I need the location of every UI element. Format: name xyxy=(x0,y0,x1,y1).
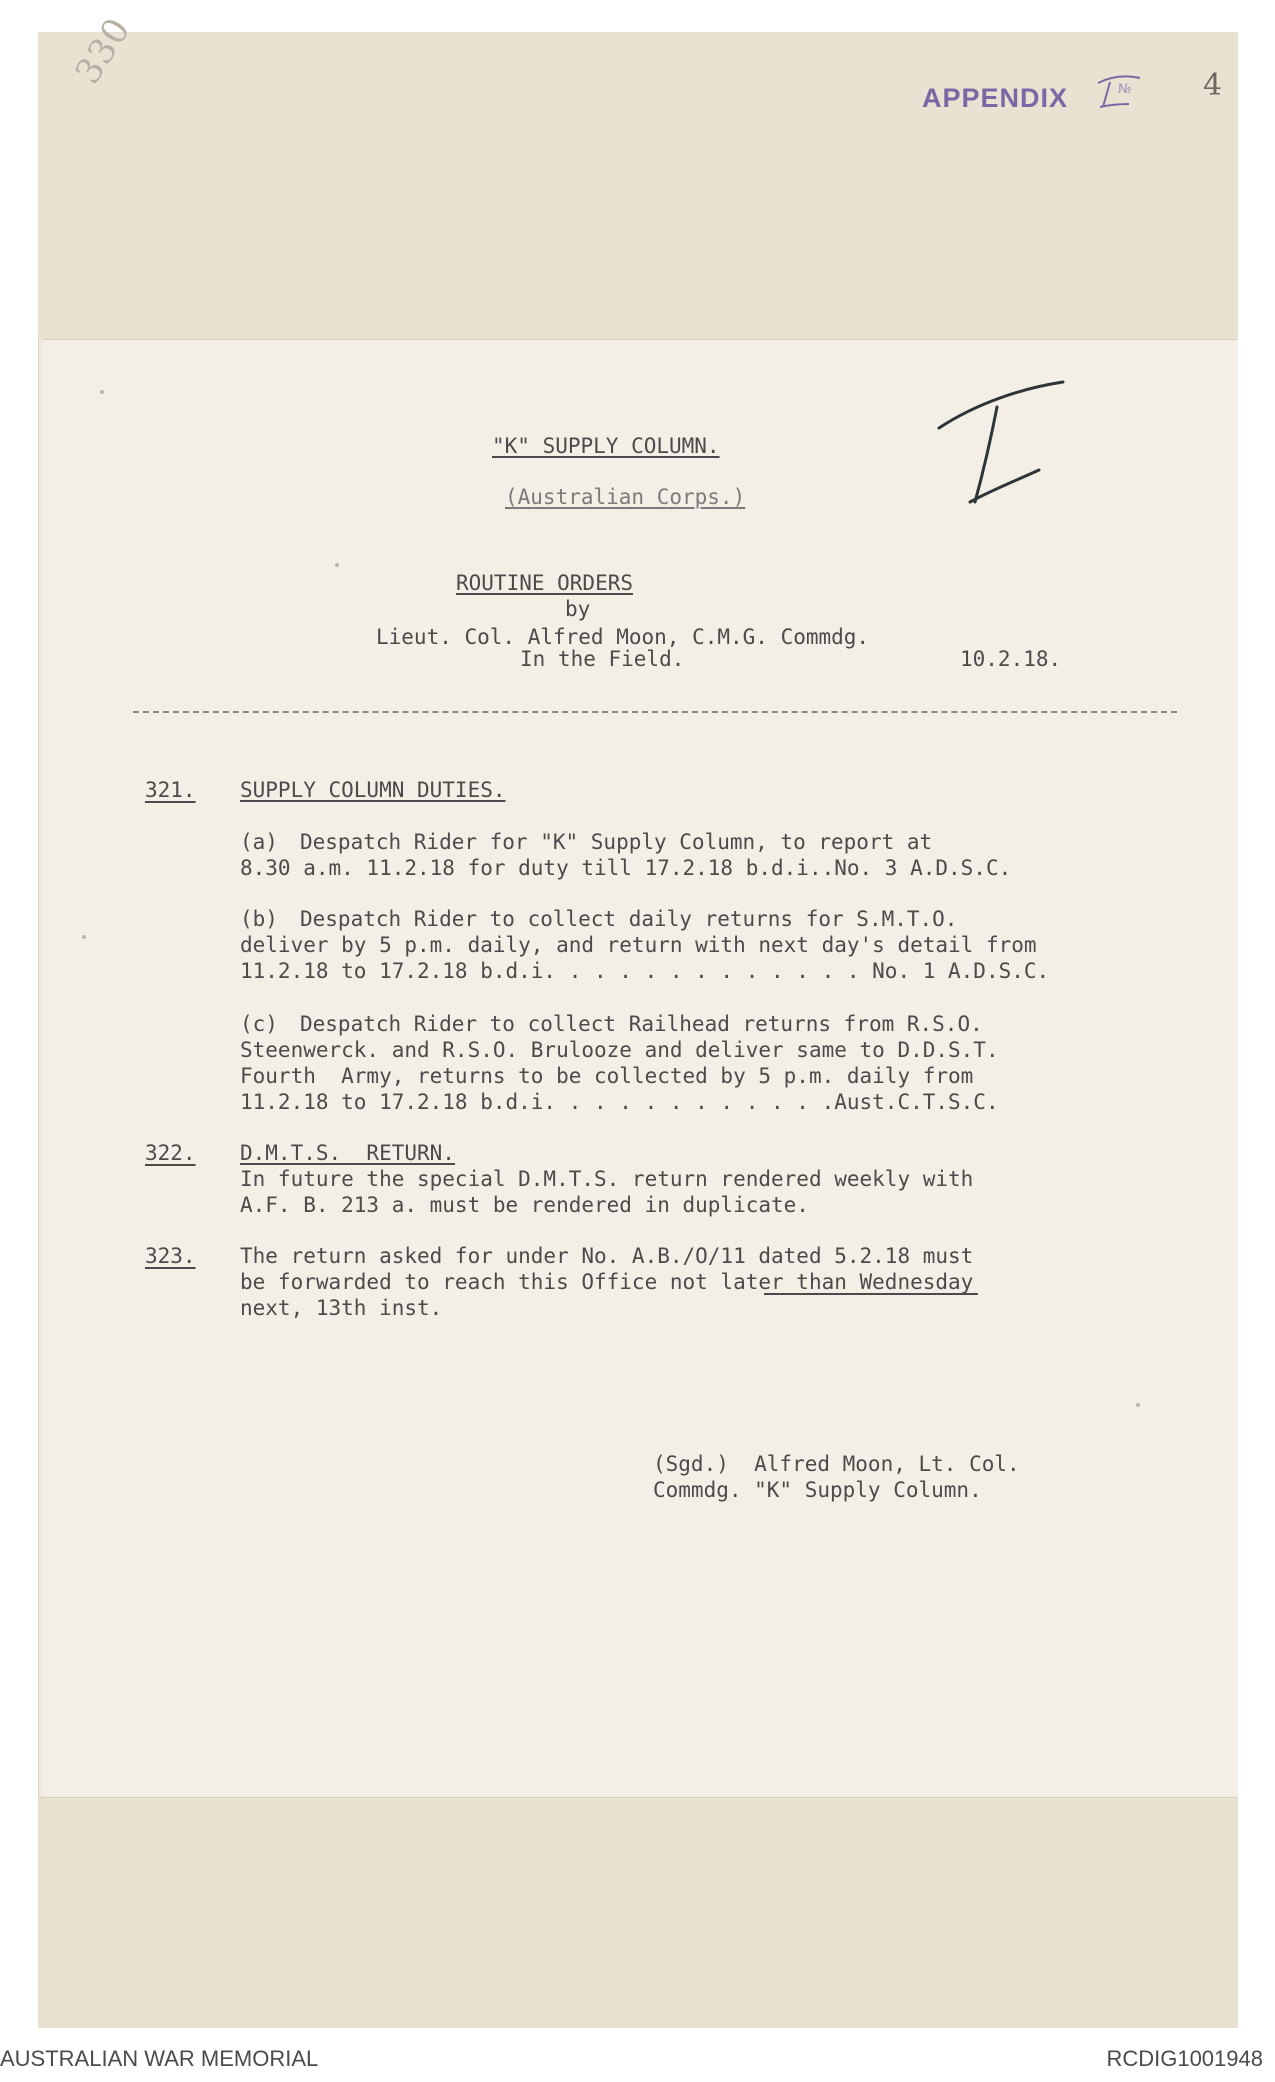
order-321-item-c-line-4: 11.2.18 to 17.2.18 b.d.i. . . . . . . . . . . .Aust.C.T.S.C. xyxy=(240,1090,999,1114)
appendix-handwritten-mark xyxy=(1090,68,1146,116)
unit-heading: "K" SUPPLY COLUMN. xyxy=(492,434,720,458)
order-date: 10.2.18. xyxy=(960,647,1062,671)
order-321-item-c-label: (c) xyxy=(240,1012,278,1036)
field-location: In the Field. xyxy=(520,647,685,671)
archive-folio-number: 330 xyxy=(68,10,139,92)
signature-line-2: Commdg. "K" Supply Column. xyxy=(653,1478,982,1502)
order-number-323: 323. xyxy=(145,1244,196,1268)
orders-by: by xyxy=(565,597,591,621)
order-number-322: 322. xyxy=(145,1141,196,1165)
order-321-item-a-line-2: 8.30 a.m. 11.2.18 for duty till 17.2.18 b.d.i..No. 3 A.D.S.C. xyxy=(240,856,1012,880)
handwritten-roman-i-mark xyxy=(936,380,1071,512)
dmts-return-heading: D.M.T.S. RETURN. xyxy=(240,1141,455,1165)
order-321-item-a-label: (a) xyxy=(240,830,278,854)
page-number: 4 xyxy=(1203,68,1223,103)
footer-record-id: RCDIG1001948 xyxy=(1106,2046,1263,2071)
paper-speck xyxy=(1136,1403,1140,1407)
supply-column-duties-heading: SUPPLY COLUMN DUTIES. xyxy=(240,778,506,802)
dashed-divider xyxy=(133,711,1177,713)
appendix-stamp: APPENDIX xyxy=(922,83,1069,113)
order-321-item-a-line-1: Despatch Rider for "K" Supply Column, to report at xyxy=(300,830,933,854)
order-321-item-b-line-3: 11.2.18 to 17.2.18 b.d.i. . . . . . . . . . . . . No. 1 A.D.S.C. xyxy=(240,959,1050,983)
signature-line-1: (Sgd.) Alfred Moon, Lt. Col. xyxy=(653,1452,1020,1476)
paper-speck xyxy=(82,935,86,939)
footer-institution: AUSTRALIAN WAR MEMORIAL xyxy=(0,2046,319,2071)
orders-title: ROUTINE ORDERS xyxy=(456,571,634,595)
order-321-item-c-line-2: Steenwerck. and R.S.O. Brulooze and deliver same to D.D.S.T. xyxy=(240,1038,999,1062)
order-322-line-1: In future the special D.M.T.S. return rendered weekly with xyxy=(240,1167,974,1191)
corps-subheading: (Australian Corps.) xyxy=(505,485,746,509)
order-321-item-b-label: (b) xyxy=(240,907,278,931)
order-322-line-2: A.F. B. 213 a. must be rendered in duplicate. xyxy=(240,1193,809,1217)
order-323-line-1: The return asked for under No. A.B./O/11 dated 5.2.18 must xyxy=(240,1244,974,1268)
commanding-officer: Lieut. Col. Alfred Moon, C.M.G. Commdg. xyxy=(376,625,870,649)
order-321-item-b-line-2: deliver by 5 p.m. daily, and return with next day's detail from xyxy=(240,933,1037,957)
order-321-item-c-line-1: Despatch Rider to collect Railhead returns from R.S.O. xyxy=(300,1012,983,1036)
svg-text:№: № xyxy=(1118,82,1132,97)
order-323-line-3: next, 13th inst. xyxy=(240,1296,443,1320)
paper-speck xyxy=(100,390,104,394)
deadline-underline xyxy=(764,1293,978,1295)
order-321-item-b-line-1: Despatch Rider to collect daily returns for S.M.T.O. xyxy=(300,907,958,931)
order-number-321: 321. xyxy=(145,778,196,802)
bottom-paper-band xyxy=(38,1797,1238,2028)
paper-speck xyxy=(335,563,339,567)
order-321-item-c-line-3: Fourth Army, returns to be collected by 5 p.m. daily from xyxy=(240,1064,974,1088)
top-paper-band xyxy=(38,32,1238,339)
order-323-line-2: be forwarded to reach this Office not later than Wednesday xyxy=(240,1270,974,1294)
